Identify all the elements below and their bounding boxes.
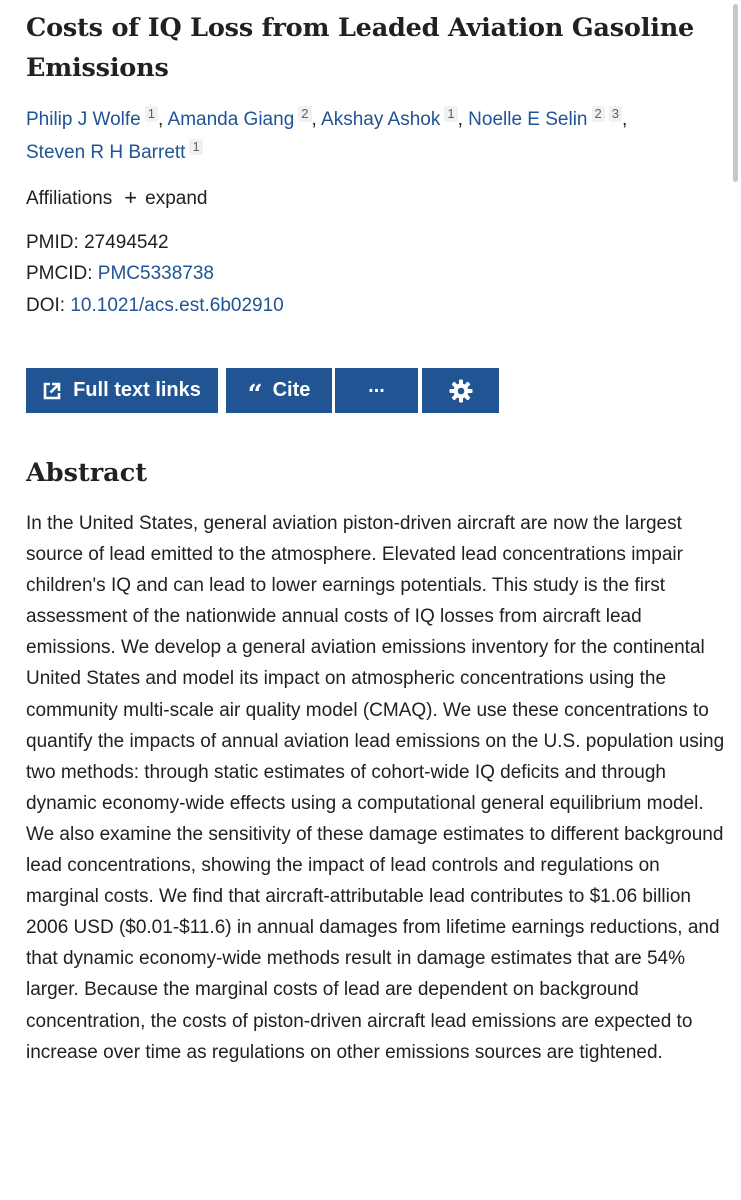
author-entry xyxy=(167,106,312,130)
external-link-icon xyxy=(43,382,61,400)
author-link[interactable]: Amanda Giang xyxy=(167,109,295,130)
quote-icon: “ xyxy=(247,379,263,410)
author-entry xyxy=(26,106,158,130)
pmcid-link[interactable]: PMC5338738 xyxy=(97,263,214,284)
abstract-heading: Abstract xyxy=(26,458,148,488)
expand-label: expand xyxy=(145,188,208,209)
author-entry xyxy=(468,106,622,130)
affiliations-toggle[interactable] xyxy=(26,184,207,213)
affiliation-ref[interactable]: 3 xyxy=(609,106,622,122)
doi-row xyxy=(26,292,284,320)
affiliation-ref[interactable]: 2 xyxy=(298,106,311,122)
pmid-row xyxy=(26,229,169,257)
author-link[interactable]: Steven R H Barrett xyxy=(26,142,186,163)
pmid-value: 27494542 xyxy=(84,232,169,253)
pmid-label: PMID: xyxy=(26,232,79,253)
cite-label: Cite xyxy=(272,379,311,401)
plus-icon: + xyxy=(124,185,138,210)
pmcid-row xyxy=(26,260,214,288)
scrollbar-thumb[interactable] xyxy=(733,4,738,182)
gear-icon xyxy=(448,378,474,404)
affiliation-ref[interactable]: 1 xyxy=(444,106,457,122)
author-link[interactable]: Akshay Ashok xyxy=(321,109,441,130)
full-text-links-button[interactable] xyxy=(26,368,218,413)
affiliation-ref[interactable]: 1 xyxy=(189,139,202,155)
affiliations-label: Affiliations xyxy=(26,188,113,209)
author-entry xyxy=(26,139,203,163)
expand-button[interactable] xyxy=(124,185,208,210)
more-actions-label: ... xyxy=(368,375,385,397)
settings-button[interactable] xyxy=(422,368,499,413)
author-list: Philip J Wolfe 1 , Amanda Giang 2 , Akshay Ashok 1 , Noelle E Selin 2 3 , Steven R H Barrett 1 xyxy=(26,106,628,163)
affiliation-ref[interactable]: 1 xyxy=(145,106,158,122)
scrollbar[interactable] xyxy=(733,0,741,185)
article-title: Costs of IQ Loss from Leaded Aviation Gasoline Emissions xyxy=(26,13,695,83)
full-text-links-label: Full text links xyxy=(73,379,201,401)
more-actions-button[interactable] xyxy=(335,368,418,413)
doi-label: DOI: xyxy=(26,295,66,316)
abstract-text: In the United States, general aviation piston-driven aircraft are now the largest source of lead emitted to the atmosphere. Elevated lead concentrations impair children's IQ and can lead to lower earnings potentials. This study is the first assessment of the nationwide annual costs of IQ losses from aircraft lead emissions. We develop a general aviation emissions inventory for the continental United States and model its impact on atmospheric concentrations using the community multi-scale air quality model (CMAQ). We use these concentrations to quantify the impacts of annual aviation lead emissions on the U.S. population using two methods: through static estimates of cohort-wide IQ deficits and through dynamic economy-wide effects using a computational general equilibrium model. We also examine the sensitivity of these damage estimates to different background lead concentrations, showing the impact of lead controls and regulations on marginal costs. We find that aircraft-attributable lead contributes to $1.06 billion 2006 USD ($0.01-$11.6) in annual damages from lifetime earnings reductions, and that dynamic economy-wide methods result in damage estimates that are 54% larger. Because the marginal costs of lead are dependent on background concentration, the costs of piston-driven aircraft lead emissions are expected to increase over time as regulations on other emissions sources are tightened. xyxy=(26,513,725,1063)
author-entry xyxy=(321,106,458,130)
affiliation-ref[interactable]: 2 xyxy=(592,106,605,122)
doi-link[interactable]: 10.1021/acs.est.6b02910 xyxy=(70,295,284,316)
cite-button[interactable] xyxy=(226,368,332,413)
author-link[interactable]: Noelle E Selin xyxy=(468,109,588,130)
pmcid-label: PMCID: xyxy=(26,263,93,284)
author-link[interactable]: Philip J Wolfe xyxy=(26,109,141,130)
